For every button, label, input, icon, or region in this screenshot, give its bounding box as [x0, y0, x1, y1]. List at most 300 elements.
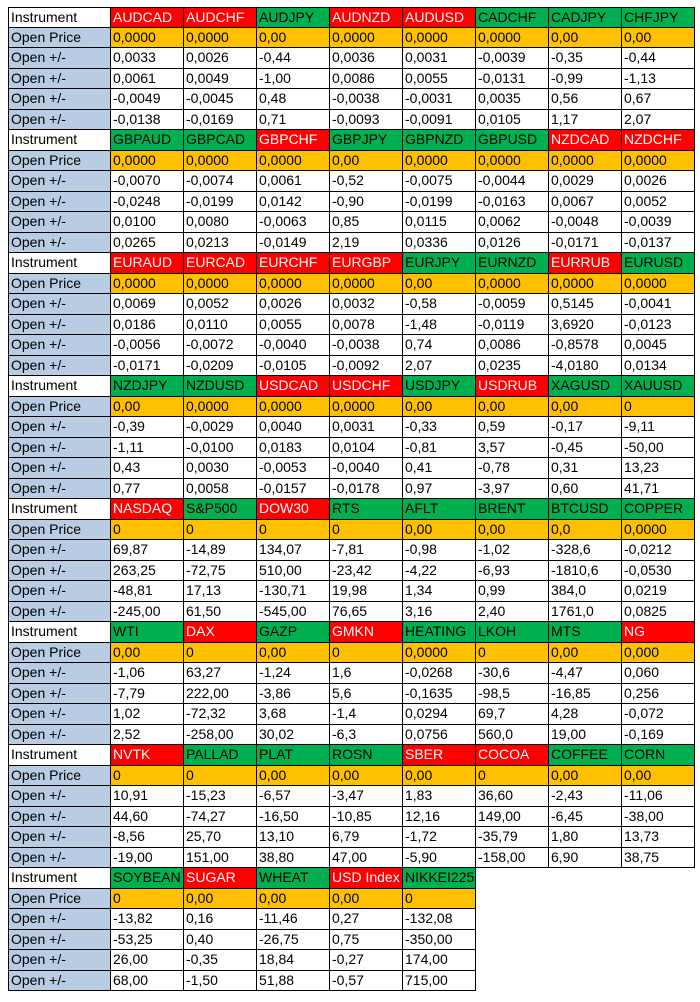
instrument-label: Instrument: [8, 745, 111, 766]
change-value: 0,0035: [476, 89, 549, 110]
change-value: 2,07: [622, 110, 695, 131]
change-value: 0,0055: [403, 69, 476, 90]
change-value: -258,00: [184, 725, 257, 746]
change-label: Open +/-: [8, 48, 111, 69]
change-label: Open +/-: [8, 704, 111, 725]
change-value: -0,39: [111, 417, 184, 438]
change-label: Open +/-: [8, 663, 111, 684]
open-price-value: 0: [476, 643, 549, 664]
open-price-value: 0,00: [476, 520, 549, 541]
change-label: Open +/-: [8, 725, 111, 746]
instrument-name: PLAT: [257, 745, 330, 766]
change-value: 4,28: [549, 704, 622, 725]
change-value: -0,0248: [111, 192, 184, 213]
open-price-value: 0: [184, 643, 257, 664]
change-value: 13,73: [622, 827, 695, 848]
open-price-value: 0,00: [257, 889, 330, 910]
change-value: 0,060: [622, 663, 695, 684]
change-value: -0,78: [476, 458, 549, 479]
change-value: -16,85: [549, 684, 622, 705]
change-value: 0,77: [111, 479, 184, 500]
change-value: 1,83: [403, 786, 476, 807]
change-value: -0,99: [549, 69, 622, 90]
instrument-name: COPPER: [622, 499, 695, 520]
change-value: -1,06: [111, 663, 184, 684]
change-value: 0,0080: [184, 212, 257, 233]
change-value: 0,27: [330, 909, 403, 930]
change-row: [8, 581, 695, 602]
open-price-label: Open Price: [8, 520, 111, 541]
change-value: 0,0069: [111, 294, 184, 315]
instrument-name: GBPCHF: [257, 130, 330, 151]
change-value: 0,0040: [257, 417, 330, 438]
change-row: [8, 89, 695, 110]
instrument-name: CADCHF: [476, 7, 549, 28]
open-price-value: 0: [111, 520, 184, 541]
instrument-name: EURNZD: [476, 253, 549, 274]
change-row: [8, 294, 695, 315]
change-label: Open +/-: [8, 438, 111, 459]
open-price-value: 0,00: [403, 274, 476, 295]
open-price-value: 0,0: [549, 520, 622, 541]
instrument-name: SUGAR: [184, 868, 257, 889]
change-value: -1,13: [622, 69, 695, 90]
change-value: -50,00: [622, 438, 695, 459]
change-value: -7,81: [330, 540, 403, 561]
change-value: -7,79: [111, 684, 184, 705]
change-value: 0,0045: [622, 335, 695, 356]
change-value: 69,87: [111, 540, 184, 561]
change-value: -0,27: [330, 950, 403, 971]
change-value: 19,00: [549, 725, 622, 746]
change-value: 0,0104: [330, 438, 403, 459]
change-value: 0,0294: [403, 704, 476, 725]
change-row: [8, 479, 695, 500]
change-value: -0,35: [549, 48, 622, 69]
change-value: -1,72: [403, 827, 476, 848]
change-row: [8, 458, 695, 479]
instrument-name: COCOA: [476, 745, 549, 766]
open-price-value: 0,0000: [330, 397, 403, 418]
open-price-label: Open Price: [8, 643, 111, 664]
open-price-value: 0,0000: [111, 274, 184, 295]
instrument-name: WTI: [111, 622, 184, 643]
change-label: Open +/-: [8, 233, 111, 254]
change-value: -0,0075: [403, 171, 476, 192]
instrument-name: GMKN: [330, 622, 403, 643]
change-value: 0,0086: [476, 335, 549, 356]
instrument-name: RTS: [330, 499, 403, 520]
change-value: 0,31: [549, 458, 622, 479]
change-value: -74,27: [184, 807, 257, 828]
open-price-value: 0,00: [257, 28, 330, 49]
instrument-name: LKOH: [476, 622, 549, 643]
change-value: -72,32: [184, 704, 257, 725]
open-price-value: 0,0000: [476, 274, 549, 295]
change-value: 0,0026: [622, 171, 695, 192]
change-value: -16,50: [257, 807, 330, 828]
change-value: 6,90: [549, 848, 622, 869]
instrument-name: CORN: [622, 745, 695, 766]
open-price-value: 0,0000: [403, 151, 476, 172]
change-value: -0,0212: [622, 540, 695, 561]
change-value: 0,256: [622, 684, 695, 705]
change-value: 0,0026: [257, 294, 330, 315]
change-value: 0,0126: [476, 233, 549, 254]
change-value: 44,60: [111, 807, 184, 828]
change-label: Open +/-: [8, 827, 111, 848]
instrument-name: GBPJPY: [330, 130, 403, 151]
instrument-name: XAUUSD: [622, 376, 695, 397]
instrument-name: NZDUSD: [184, 376, 257, 397]
open-price-value: 0,00: [184, 889, 257, 910]
change-value: -0,072: [622, 704, 695, 725]
change-label: Open +/-: [8, 69, 111, 90]
change-value: -0,0091: [403, 110, 476, 131]
open-price-row: [8, 520, 695, 541]
change-label: Open +/-: [8, 581, 111, 602]
change-value: -0,0040: [257, 335, 330, 356]
instrument-name: AUDJPY: [257, 7, 330, 28]
change-value: 0,0825: [622, 602, 695, 623]
change-value: -0,0074: [184, 171, 257, 192]
change-value: -35,79: [476, 827, 549, 848]
change-value: -0,0093: [330, 110, 403, 131]
change-value: -0,0063: [257, 212, 330, 233]
change-row: [8, 827, 695, 848]
instrument-name: NIKKEI225: [403, 868, 476, 889]
change-value: 38,80: [257, 848, 330, 869]
change-value: -0,98: [403, 540, 476, 561]
change-row: [8, 540, 695, 561]
open-price-value: 0,0000: [184, 397, 257, 418]
change-label: Open +/-: [8, 602, 111, 623]
change-row: [8, 971, 695, 992]
instrument-name: SBER: [403, 745, 476, 766]
change-value: -0,0038: [330, 335, 403, 356]
open-price-value: 0,0000: [403, 28, 476, 49]
change-value: -11,06: [622, 786, 695, 807]
change-value: 0,0336: [403, 233, 476, 254]
change-value: 68,00: [111, 971, 184, 992]
change-value: 1,34: [403, 581, 476, 602]
change-label: Open +/-: [8, 479, 111, 500]
change-value: 25,70: [184, 827, 257, 848]
change-row: [8, 192, 695, 213]
open-price-value: 0,00: [330, 151, 403, 172]
change-label: Open +/-: [8, 458, 111, 479]
change-value: -0,0038: [330, 89, 403, 110]
open-price-label: Open Price: [8, 151, 111, 172]
change-value: -0,0199: [184, 192, 257, 213]
change-row: [8, 356, 695, 377]
instrument-name: AUDUSD: [403, 7, 476, 28]
change-value: 0,48: [257, 89, 330, 110]
instrument-name: EURUSD: [622, 253, 695, 274]
change-value: -0,33: [403, 417, 476, 438]
open-price-value: 0,0000: [111, 28, 184, 49]
change-value: 2,07: [403, 356, 476, 377]
change-label: Open +/-: [8, 192, 111, 213]
change-value: 0,16: [184, 909, 257, 930]
change-value: -328,6: [549, 540, 622, 561]
instrument-name: GBPAUD: [111, 130, 184, 151]
change-label: Open +/-: [8, 950, 111, 971]
open-price-row: [8, 151, 695, 172]
open-price-row: [8, 397, 695, 418]
open-price-row: [8, 28, 695, 49]
change-value: -0,52: [330, 171, 403, 192]
instrument-row: [8, 376, 695, 397]
instrument-name: NZDCHF: [622, 130, 695, 151]
change-value: 0,0029: [549, 171, 622, 192]
open-price-value: 0,0000: [622, 520, 695, 541]
open-price-value: 0,000: [622, 643, 695, 664]
change-value: 19,98: [330, 581, 403, 602]
change-value: -0,0209: [184, 356, 257, 377]
change-value: 0,0061: [111, 69, 184, 90]
change-value: 0,0033: [111, 48, 184, 69]
change-value: 0,59: [476, 417, 549, 438]
change-value: -545,00: [257, 602, 330, 623]
change-value: -0,0100: [184, 438, 257, 459]
change-value: -0,0530: [622, 561, 695, 582]
change-value: 222,00: [184, 684, 257, 705]
instrument-row: [8, 130, 695, 151]
change-row: [8, 848, 695, 869]
change-value: -48,81: [111, 581, 184, 602]
change-value: -26,75: [257, 930, 330, 951]
change-value: 26,00: [111, 950, 184, 971]
change-value: 0,0756: [403, 725, 476, 746]
change-label: Open +/-: [8, 315, 111, 336]
change-row: [8, 561, 695, 582]
open-price-label: Open Price: [8, 397, 111, 418]
change-value: -0,0049: [111, 89, 184, 110]
instrument-name: GBPUSD: [476, 130, 549, 151]
open-price-value: 0,0000: [403, 643, 476, 664]
change-value: 0,43: [111, 458, 184, 479]
change-value: 18,84: [257, 950, 330, 971]
open-price-value: 0: [476, 766, 549, 787]
open-price-value: 0,0000: [622, 151, 695, 172]
change-row: [8, 110, 695, 131]
change-row: [8, 212, 695, 233]
change-value: -0,0039: [476, 48, 549, 69]
change-value: -1,4: [330, 704, 403, 725]
change-value: 0,99: [476, 581, 549, 602]
change-value: -19,00: [111, 848, 184, 869]
instrument-label: Instrument: [8, 130, 111, 151]
change-row: [8, 69, 695, 90]
change-row: [8, 704, 695, 725]
instrument-label: Instrument: [8, 622, 111, 643]
open-price-value: 0: [184, 766, 257, 787]
change-label: Open +/-: [8, 971, 111, 992]
change-row: [8, 438, 695, 459]
open-price-value: 0,0000: [330, 274, 403, 295]
instrument-name: USDRUB: [476, 376, 549, 397]
instrument-name: NZDJPY: [111, 376, 184, 397]
change-value: 0,0031: [403, 48, 476, 69]
change-value: -0,0178: [330, 479, 403, 500]
open-price-value: 0,00: [257, 643, 330, 664]
change-value: 47,00: [330, 848, 403, 869]
change-value: -0,45: [549, 438, 622, 459]
change-value: -8,56: [111, 827, 184, 848]
change-value: -0,0048: [549, 212, 622, 233]
change-value: 0,85: [330, 212, 403, 233]
change-value: -1,02: [476, 540, 549, 561]
change-value: -3,86: [257, 684, 330, 705]
change-value: 0,0062: [476, 212, 549, 233]
change-label: Open +/-: [8, 417, 111, 438]
open-price-value: 0,0000: [257, 274, 330, 295]
instrument-name: CADJPY: [549, 7, 622, 28]
change-row: [8, 786, 695, 807]
change-value: 41,71: [622, 479, 695, 500]
instrument-name: NASDAQ: [111, 499, 184, 520]
change-value: 134,07: [257, 540, 330, 561]
change-value: 1761,0: [549, 602, 622, 623]
change-row: [8, 950, 695, 971]
change-value: 151,00: [184, 848, 257, 869]
change-value: 263,25: [111, 561, 184, 582]
open-price-value: 0: [257, 520, 330, 541]
change-value: -0,58: [403, 294, 476, 315]
instrument-row: [8, 253, 695, 274]
change-value: -0,0268: [403, 663, 476, 684]
open-price-value: 0,0000: [257, 397, 330, 418]
change-label: Open +/-: [8, 561, 111, 582]
instrument-name: AFLT: [403, 499, 476, 520]
change-value: 69,7: [476, 704, 549, 725]
open-price-label: Open Price: [8, 889, 111, 910]
change-value: -130,71: [257, 581, 330, 602]
change-value: -38,00: [622, 807, 695, 828]
change-value: 12,16: [403, 807, 476, 828]
instrument-label: Instrument: [8, 253, 111, 274]
change-value: 0,0052: [622, 192, 695, 213]
change-value: -0,0053: [257, 458, 330, 479]
change-label: Open +/-: [8, 848, 111, 869]
price-change-table: [8, 7, 695, 991]
instrument-row: [8, 622, 695, 643]
change-value: 6,79: [330, 827, 403, 848]
change-value: -98,5: [476, 684, 549, 705]
change-value: -132,08: [403, 909, 476, 930]
change-value: -0,0199: [403, 192, 476, 213]
change-row: [8, 48, 695, 69]
instrument-name: EURJPY: [403, 253, 476, 274]
change-label: Open +/-: [8, 684, 111, 705]
change-value: -0,0045: [184, 89, 257, 110]
change-value: 3,16: [403, 602, 476, 623]
change-value: -1,00: [257, 69, 330, 90]
change-value: 510,00: [257, 561, 330, 582]
change-value: -0,1635: [403, 684, 476, 705]
change-value: -0,0169: [184, 110, 257, 131]
change-row: [8, 602, 695, 623]
open-price-label: Open Price: [8, 766, 111, 787]
change-value: -0,0123: [622, 315, 695, 336]
open-price-value: 0,0000: [184, 274, 257, 295]
open-price-value: 0,0000: [184, 28, 257, 49]
open-price-value: 0,00: [111, 397, 184, 418]
change-value: -14,89: [184, 540, 257, 561]
change-value: 0,0055: [257, 315, 330, 336]
change-value: -0,0092: [330, 356, 403, 377]
instrument-name: AUDCAD: [111, 7, 184, 28]
open-price-row: [8, 274, 695, 295]
instrument-name: AUDNZD: [330, 7, 403, 28]
instrument-name: SOYBEAN: [111, 868, 184, 889]
open-price-value: 0,00: [403, 766, 476, 787]
change-value: 61,50: [184, 602, 257, 623]
change-value: -0,0119: [476, 315, 549, 336]
change-value: -0,35: [184, 950, 257, 971]
change-value: -6,3: [330, 725, 403, 746]
change-value: -0,0163: [476, 192, 549, 213]
change-row: [8, 315, 695, 336]
change-value: 0,0186: [111, 315, 184, 336]
instrument-row: [8, 7, 695, 28]
open-price-value: 0,00: [330, 766, 403, 787]
change-value: 3,57: [476, 438, 549, 459]
instrument-name: EURAUD: [111, 253, 184, 274]
change-value: 0,0058: [184, 479, 257, 500]
change-value: 76,65: [330, 602, 403, 623]
instrument-label: Instrument: [8, 499, 111, 520]
change-value: 13,10: [257, 827, 330, 848]
change-row: [8, 684, 695, 705]
open-price-value: 0,00: [549, 766, 622, 787]
open-price-value: 0,0000: [476, 28, 549, 49]
change-value: 384,0: [549, 581, 622, 602]
change-label: Open +/-: [8, 212, 111, 233]
change-value: -13,82: [111, 909, 184, 930]
change-value: -5,90: [403, 848, 476, 869]
change-label: Open +/-: [8, 807, 111, 828]
instrument-name: EURCAD: [184, 253, 257, 274]
instrument-name: USD Index: [330, 868, 403, 889]
instrument-name: WHEAT: [257, 868, 330, 889]
instrument-name: EURRUB: [549, 253, 622, 274]
change-value: 0,40: [184, 930, 257, 951]
change-value: 1,17: [549, 110, 622, 131]
open-price-value: 0,00: [330, 889, 403, 910]
change-value: 30,02: [257, 725, 330, 746]
change-value: 3,6920: [549, 315, 622, 336]
change-value: 0,0115: [403, 212, 476, 233]
change-row: [8, 930, 695, 951]
change-value: -53,25: [111, 930, 184, 951]
change-value: -4,22: [403, 561, 476, 582]
instrument-row: [8, 745, 695, 766]
instrument-name: ROSN: [330, 745, 403, 766]
change-value: 0,0235: [476, 356, 549, 377]
change-value: -23,42: [330, 561, 403, 582]
instrument-name: NZDCAD: [549, 130, 622, 151]
change-value: -0,169: [622, 725, 695, 746]
change-value: -30,6: [476, 663, 549, 684]
change-value: -6,57: [257, 786, 330, 807]
change-value: -1,11: [111, 438, 184, 459]
instrument-name: HEATING: [403, 622, 476, 643]
change-value: 715,00: [403, 971, 476, 992]
change-value: 0,0110: [184, 315, 257, 336]
change-value: 0,0183: [257, 438, 330, 459]
